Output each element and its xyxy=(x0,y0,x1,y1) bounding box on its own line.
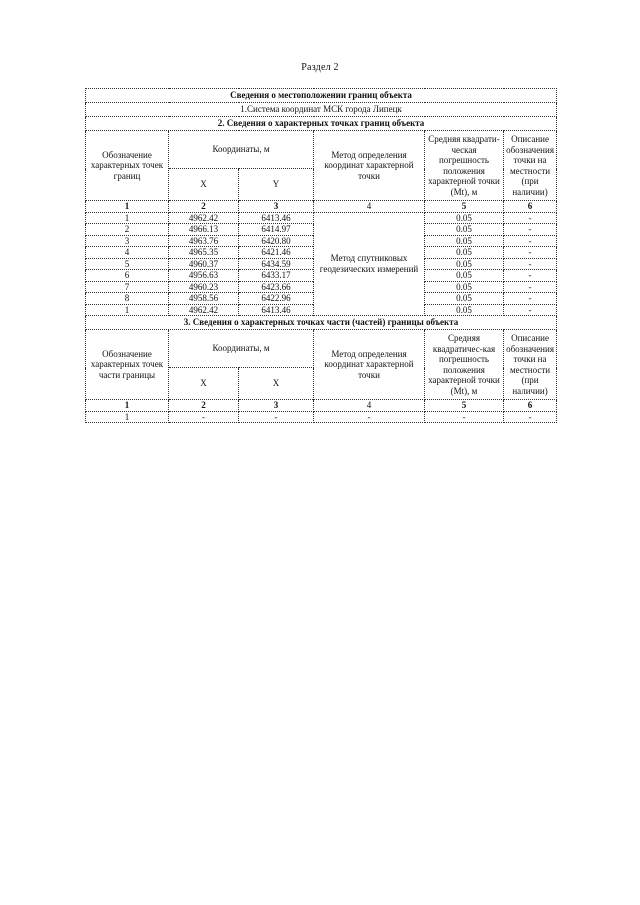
coord-y: 6421.46 xyxy=(239,247,314,259)
description-value: - xyxy=(504,258,557,270)
error-value: 0.05 xyxy=(425,212,504,224)
s2-column-numbers xyxy=(86,201,557,213)
error-value: 0.05 xyxy=(425,281,504,293)
col-number: 4 xyxy=(314,400,425,412)
s2-header-y: Y xyxy=(239,169,314,201)
col-number: 3 xyxy=(239,201,314,213)
s2-header-description: Описание обозначения точки на местности (при наличии) xyxy=(504,131,557,201)
error-value: 0.05 xyxy=(425,270,504,282)
col-number: 6 xyxy=(504,201,557,213)
coord-x: 4962.42 xyxy=(169,212,239,224)
coord-x: 4966.13 xyxy=(169,224,239,236)
coord-x: 4958.56 xyxy=(169,293,239,305)
coord-x: - xyxy=(169,411,239,423)
error-value: 0.05 xyxy=(425,247,504,259)
description-value: - xyxy=(504,411,557,423)
point-id: 4 xyxy=(86,247,169,259)
point-id: 7 xyxy=(86,281,169,293)
description-value: - xyxy=(504,304,557,316)
coord-y: 6423.66 xyxy=(239,281,314,293)
coord-x: 4962.42 xyxy=(169,304,239,316)
coord-y: 6413.46 xyxy=(239,212,314,224)
method-value: Метод спутниковых геодезических измерений xyxy=(314,212,425,316)
error-value: 0.05 xyxy=(425,304,504,316)
s3-header-x2: X xyxy=(239,368,314,400)
point-id: 1 xyxy=(86,411,169,423)
error-value: - xyxy=(425,411,504,423)
col-number: 4 xyxy=(314,201,425,213)
table-row xyxy=(86,212,557,224)
s3-column-numbers xyxy=(86,400,557,412)
description-value: - xyxy=(504,281,557,293)
coord-y: 6413.46 xyxy=(239,304,314,316)
table-row xyxy=(86,411,557,423)
point-id: 1 xyxy=(86,304,169,316)
col-number: 6 xyxy=(504,400,557,412)
s3-header-method: Метод определения координат характерной точки xyxy=(314,330,425,400)
coord-y: 6434.59 xyxy=(239,258,314,270)
section3-title: 3. Сведения о характерных точках части (частей) границы объекта xyxy=(86,316,557,330)
coordinate-system: 1.Система координат МСК города Липецк xyxy=(86,103,557,117)
point-id: 5 xyxy=(86,258,169,270)
col-number: 5 xyxy=(425,400,504,412)
coord-x: 4960.23 xyxy=(169,281,239,293)
coord-x: 4965.35 xyxy=(169,247,239,259)
point-id: 6 xyxy=(86,270,169,282)
s3-header-coords: Координаты, м xyxy=(169,330,314,368)
s2-header-error: Средняя квадрати-ческая погрешность положения характерной точки (Mt), м xyxy=(425,131,504,201)
description-value: - xyxy=(504,212,557,224)
section2-title: 2. Сведения о характерных точках границ объекта xyxy=(86,117,557,131)
col-number: 2 xyxy=(169,201,239,213)
point-id: 3 xyxy=(86,235,169,247)
s3-header-point: Обозначение характерных точек части границы xyxy=(86,330,169,400)
coord-x: 4963.76 xyxy=(169,235,239,247)
description-value: - xyxy=(504,224,557,236)
col-number: 2 xyxy=(169,400,239,412)
description-value: - xyxy=(504,270,557,282)
s2-header-coords: Координаты, м xyxy=(169,131,314,169)
coord-x: 4956.63 xyxy=(169,270,239,282)
coord-y: 6422.96 xyxy=(239,293,314,305)
col-number: 1 xyxy=(86,400,169,412)
s3-header-description: Описание обозначения точки на местности (при наличии) xyxy=(504,330,557,400)
section-heading: Раздел 2 xyxy=(301,62,339,73)
col-number: 3 xyxy=(239,400,314,412)
point-id: 1 xyxy=(86,212,169,224)
s2-header-point: Обозначение характерных точек границ xyxy=(86,131,169,201)
error-value: 0.05 xyxy=(425,235,504,247)
s2-header-method: Метод определения координат характерной точки xyxy=(314,131,425,201)
s3-header-error: Средняя квадратичес-кая погрешность положения характерной точки (Mt), м xyxy=(425,330,504,400)
col-number: 5 xyxy=(425,201,504,213)
point-id: 8 xyxy=(86,293,169,305)
coord-x: 4960.37 xyxy=(169,258,239,270)
point-id: 2 xyxy=(86,224,169,236)
coord-y: 6433.17 xyxy=(239,270,314,282)
description-value: - xyxy=(504,235,557,247)
col-number: 1 xyxy=(86,201,169,213)
table-title: Сведения о местоположении границ объекта xyxy=(86,89,557,103)
s3-header-x: X xyxy=(169,368,239,400)
error-value: 0.05 xyxy=(425,293,504,305)
description-value: - xyxy=(504,247,557,259)
s2-header-x: X xyxy=(169,169,239,201)
description-value: - xyxy=(504,293,557,305)
boundary-table xyxy=(85,88,557,423)
coord-y: 6420.80 xyxy=(239,235,314,247)
coord-y: 6414.97 xyxy=(239,224,314,236)
error-value: 0.05 xyxy=(425,258,504,270)
method-value: - xyxy=(314,411,425,423)
coord-y: - xyxy=(239,411,314,423)
error-value: 0.05 xyxy=(425,224,504,236)
